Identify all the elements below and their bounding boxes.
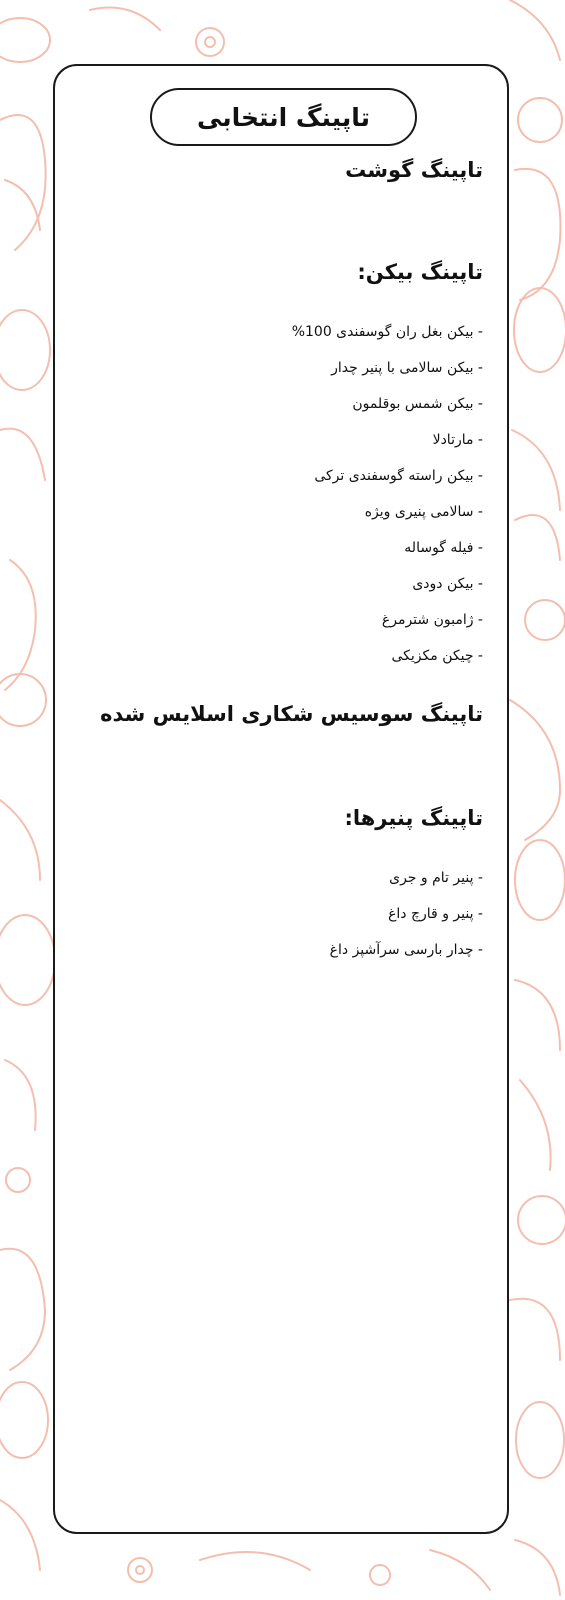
list-item: - پنیر تام و جری	[73, 860, 483, 896]
list-item: - پنیر و قارچ داغ	[73, 896, 483, 932]
cheese-list	[73, 860, 483, 968]
list-item: - بیکن راسته گوسفندی ترکی	[73, 458, 483, 494]
section-title-cheese: تاپینگ پنیرها:	[344, 806, 483, 830]
list-item: - فیله گوساله	[73, 530, 483, 566]
section-title-sausage: تاپینگ سوسیس شکاری اسلایس شده	[100, 702, 483, 726]
section-title-meat: تاپینگ گوشت	[345, 158, 483, 182]
menu-content	[73, 158, 483, 968]
list-item: - مارتادلا	[73, 422, 483, 458]
list-item: - بیکن سالامی با پنیر چدار	[73, 350, 483, 386]
list-item: - سالامی پنیری ویژه	[73, 494, 483, 530]
list-item: - چدار بارسی سرآشپز داغ	[73, 932, 483, 968]
header-pill	[150, 88, 417, 146]
list-item: - بیکن دودی	[73, 566, 483, 602]
list-item: - ژامبون شترمرغ	[73, 602, 483, 638]
page-title: تاپینگ انتخابی	[196, 102, 371, 132]
menu-card	[53, 64, 509, 1534]
list-item: - چیکن مکزیکی	[73, 638, 483, 674]
section-title-bacon: تاپینگ بیکن:	[357, 260, 483, 284]
list-item: - بیکن شمس بوقلمون	[73, 386, 483, 422]
list-item: - بیکن بغل ران گوسفندی 100%	[73, 314, 483, 350]
bacon-list	[73, 314, 483, 674]
